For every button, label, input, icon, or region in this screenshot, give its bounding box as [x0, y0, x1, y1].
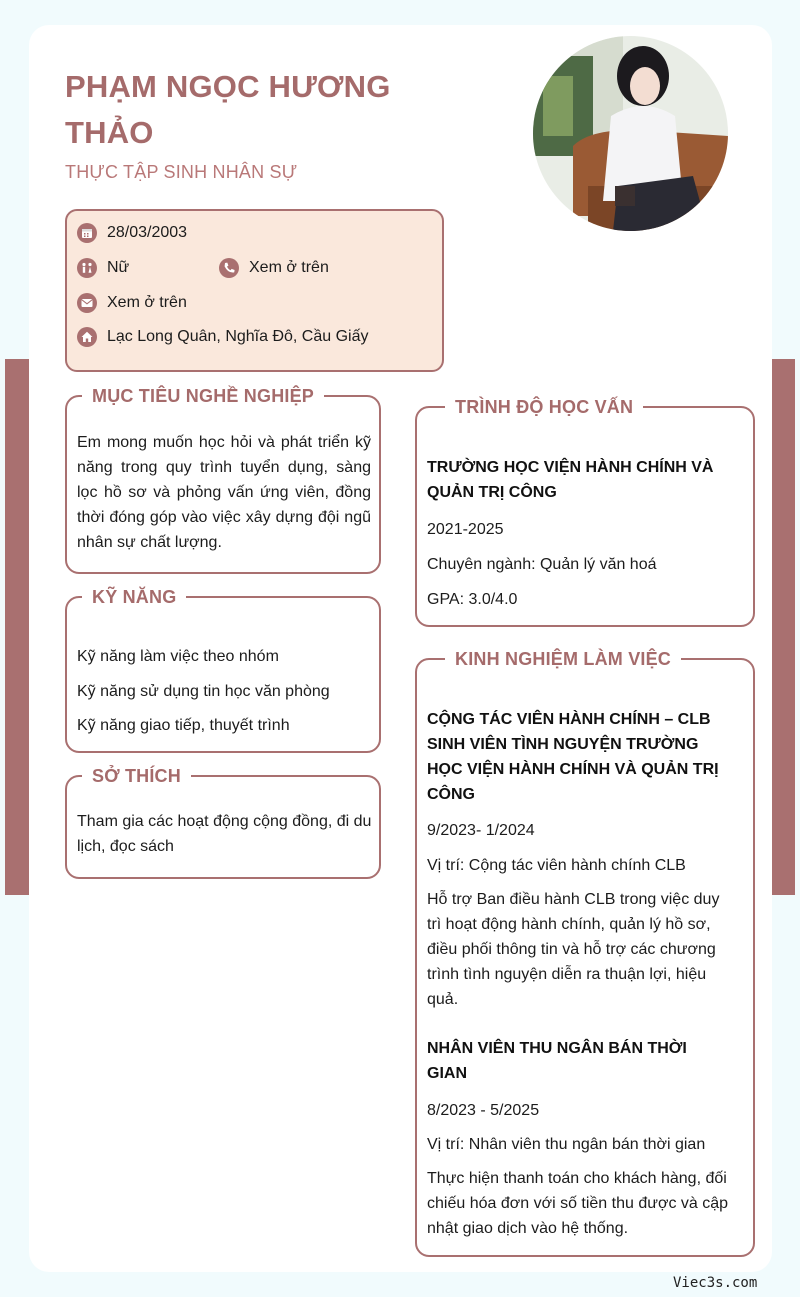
candidate-name: PHẠM NGỌC HƯƠNG THẢO	[65, 69, 391, 150]
hobbies-text: Tham gia các hoạt động cộng đồng, đi du lịch, đọc sách	[77, 813, 372, 855]
phone-icon	[219, 258, 239, 278]
job-period: 9/2023- 1/2024	[427, 822, 535, 839]
education-section	[415, 397, 755, 627]
job-period: 8/2023 - 5/2025	[427, 1102, 540, 1119]
birthday-row	[77, 223, 187, 243]
gender-value: Nữ	[107, 259, 130, 276]
job-position: Vị trí: Nhân viên thu ngân bán thời gian	[427, 1136, 706, 1153]
decorative-band-left	[5, 359, 29, 895]
skill-item: Kỹ năng làm việc theo nhóm	[77, 648, 279, 665]
skill-item: Kỹ năng sử dụng tin học văn phòng	[77, 683, 330, 700]
watermark: Viec3s.com	[673, 1275, 758, 1291]
avatar	[533, 36, 728, 231]
experience-title: KINH NGHIỆM LÀM VIỆC	[445, 647, 681, 671]
education-title: TRÌNH ĐỘ HỌC VẤN	[445, 395, 643, 419]
calendar-icon	[77, 223, 97, 243]
education-years: 2021-2025	[427, 521, 504, 538]
experience-section	[415, 649, 755, 1257]
profile-photo-icon	[533, 36, 728, 231]
address-value: Lạc Long Quân, Nghĩa Đô, Cầu Giấy	[107, 328, 369, 345]
job-company: NHÂN VIÊN THU NGÂN BÁN THỜI GIAN	[427, 1040, 687, 1082]
job-description: Hỗ trợ Ban điều hành CLB trong việc duy trì hoạt động hành chính, quản lý hồ sơ, điều phối thông tin và hỗ trợ các chương trình tình nguyện diễn ra thuận lợi, hiệu quả.	[427, 891, 720, 1008]
job-title: THỰC TẬP SINH NHÂN SỰ	[65, 162, 298, 182]
skill-item: Kỹ năng giao tiếp, thuyết trình	[77, 717, 290, 734]
education-gpa: GPA: 3.0/4.0	[427, 591, 518, 608]
hobbies-section	[65, 766, 381, 879]
skills-section	[65, 587, 381, 753]
phone-value: Xem ở trên	[249, 259, 329, 276]
email-value: Xem ở trên	[107, 294, 187, 311]
birthday-value: 28/03/2003	[107, 224, 188, 241]
job-description: Thực hiện thanh toán cho khách hàng, đối chiếu hóa đơn với số tiền thu được và cập nhật giao dịch vào hệ thống.	[427, 1170, 729, 1237]
contact-box	[65, 209, 444, 372]
job-company: CỘNG TÁC VIÊN HÀNH CHÍNH – CLB SINH VIÊN TÌNH NGUYỆN TRƯỜNG HỌC VIỆN HÀNH CHÍNH VÀ QUẢN TRỊ CÔNG	[427, 711, 719, 803]
gender-icon	[77, 258, 97, 278]
education-major: Chuyên ngành: Quản lý văn hoá	[427, 556, 657, 573]
email-row	[77, 293, 187, 313]
address-row	[77, 327, 369, 347]
school-name: TRƯỜNG HỌC VIỆN HÀNH CHÍNH VÀ QUẢN TRỊ CÔNG	[427, 459, 714, 501]
home-icon	[77, 327, 97, 347]
job-position: Vị trí: Cộng tác viên hành chính CLB	[427, 857, 686, 874]
mail-icon	[77, 293, 97, 313]
hobbies-title: SỞ THÍCH	[82, 764, 191, 788]
phone-row	[219, 258, 329, 278]
objective-title: MỤC TIÊU NGHỀ NGHIỆP	[82, 384, 324, 408]
skills-title: KỸ NĂNG	[82, 585, 186, 609]
gender-row	[77, 258, 129, 278]
objective-section	[65, 386, 381, 574]
decorative-band-right	[772, 359, 795, 895]
objective-text: Em mong muốn học hỏi và phát triển kỹ năng trong quy trình tuyển dụng, sàng lọc hồ sơ và phỏng vấn ứng viên, đồng thời đóng góp vào việc xây dựng đội ngũ nhân sự chất lượng.	[77, 434, 371, 551]
